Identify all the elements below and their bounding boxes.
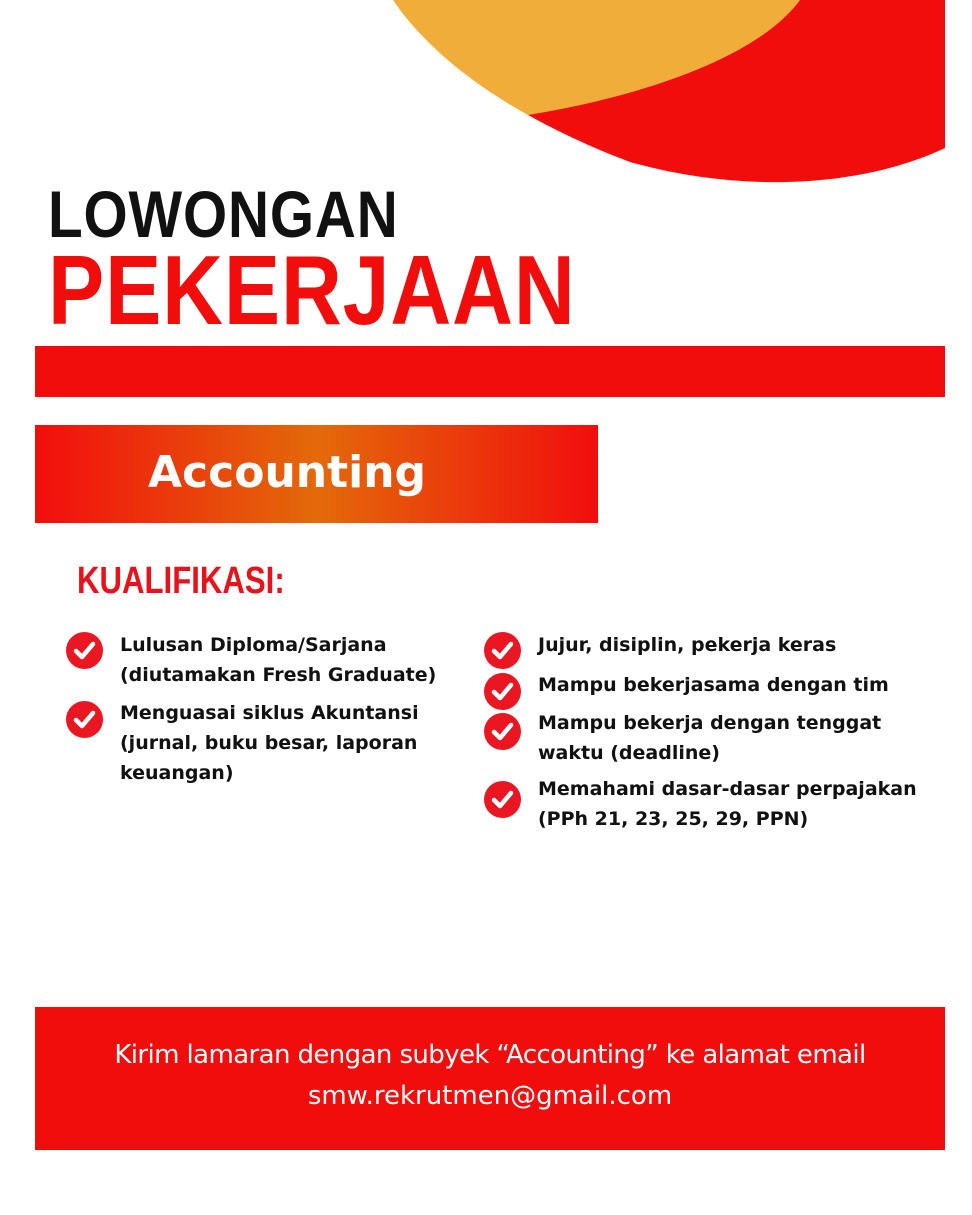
check-circle-icon	[484, 632, 521, 669]
check-circle-icon	[484, 713, 521, 750]
divider-red-bar	[35, 346, 945, 397]
qualification-text: Menguasai siklus Akuntansi (jurnal, buku besar, laporan keuangan)	[120, 702, 419, 784]
decorative-corner-curves	[0, 0, 972, 200]
footer-email: smw.rekrutmen@gmail.com	[307, 1081, 673, 1111]
qualification-item	[484, 774, 954, 834]
footer-instruction: Kirim lamaran dengan subyek “Accounting” ke alamat email	[114, 1040, 866, 1070]
qualification-item	[484, 708, 954, 774]
qualification-text: Mampu bekerja dengan tenggat waktu (deadline)	[538, 712, 882, 764]
footer-contact-box	[35, 1007, 945, 1150]
qualification-item	[66, 630, 466, 698]
qualification-text: Lulusan Diploma/Sarjana (diutamakan Fresh Graduate)	[120, 634, 437, 686]
qualification-item	[484, 630, 954, 670]
title-pekerjaan: PEKERJAAN	[48, 235, 576, 345]
check-circle-icon	[484, 673, 521, 710]
qualifications-right-column	[484, 630, 954, 834]
position-label: Accounting	[148, 447, 427, 498]
title-lowongan: LOWONGAN	[48, 177, 399, 251]
check-circle-icon	[484, 781, 521, 818]
check-circle-icon	[66, 632, 103, 669]
qualification-text: Memahami dasar-dasar perpajakan (PPh 21, 23, 25, 29, PPN)	[538, 778, 917, 830]
qualification-item	[66, 698, 466, 788]
qualifications-left-column	[66, 630, 466, 788]
qualifications-title: KUALIFIKASI:	[77, 560, 285, 602]
qualification-item	[484, 670, 954, 708]
check-circle-icon	[66, 701, 103, 738]
qualification-text: Jujur, disiplin, pekerja keras	[538, 634, 837, 656]
qualification-text: Mampu bekerjasama dengan tim	[538, 674, 889, 696]
